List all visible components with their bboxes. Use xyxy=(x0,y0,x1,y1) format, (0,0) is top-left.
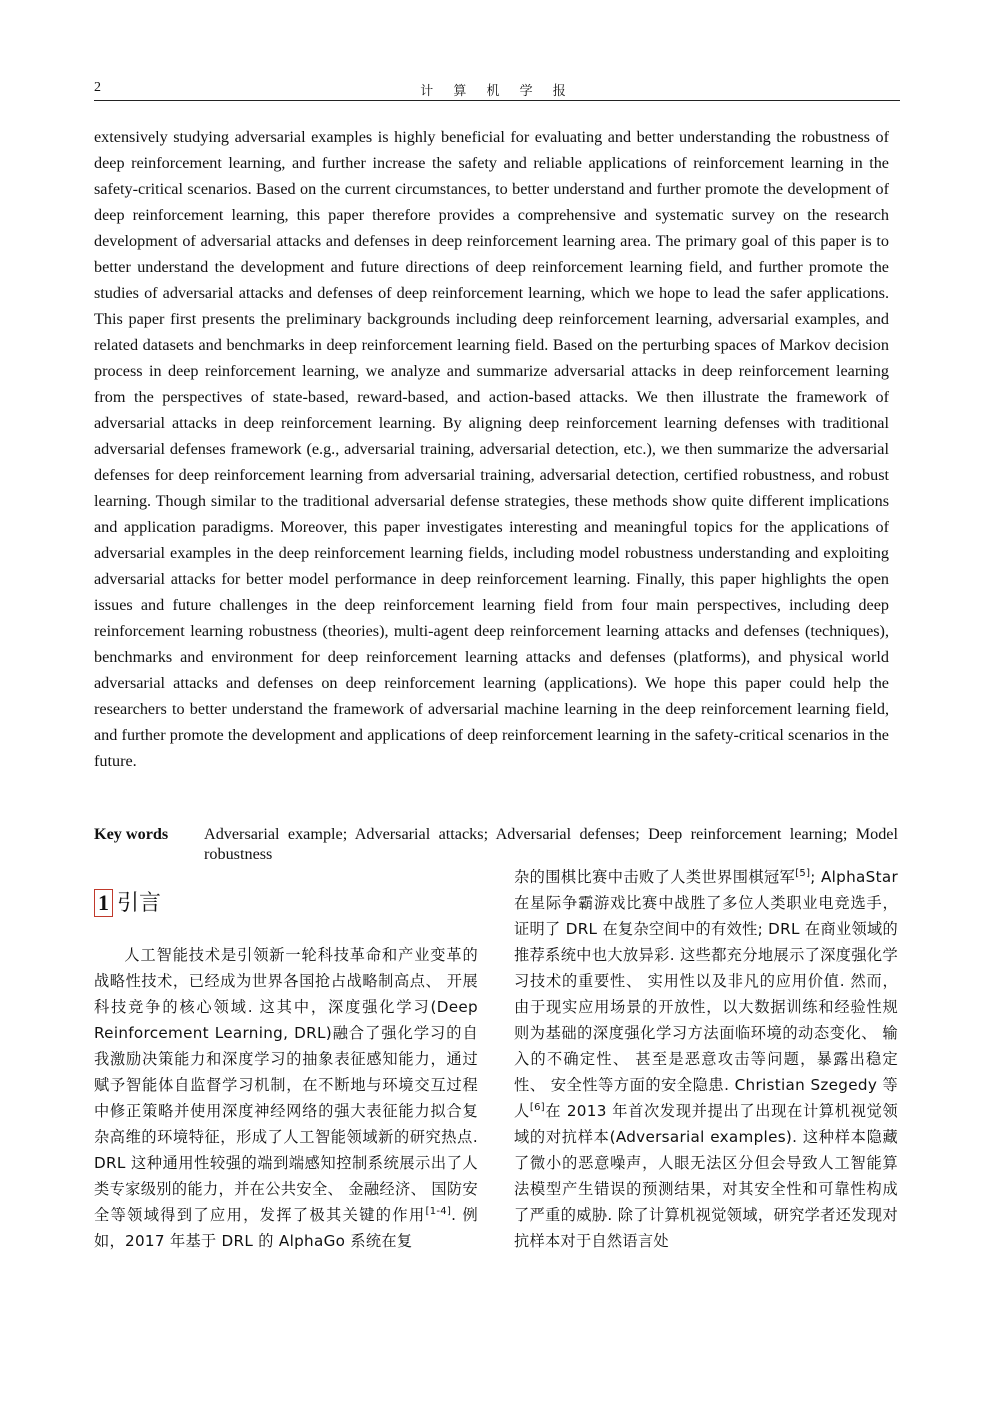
keywords-text: Adversarial example; Adversarial attacks; Adversarial defenses; Deep reinforcement learning; Model robustness xyxy=(204,825,898,863)
section-heading xyxy=(94,889,161,919)
keywords-label: Key words xyxy=(94,825,169,843)
journal-title: 计 算 机 学 报 xyxy=(420,84,574,99)
section-title: 引言 xyxy=(117,891,162,916)
citation: [5] xyxy=(795,867,811,879)
body-text: ; AlphaStar 在星际争霸游戏比赛中战胜了多位人类职业电竞选手，证明了 DRL 在复杂空间中的有效性; DRL 在商业领域的推荐系统中也大放异彩. 这些都充分地展示了深度强化学习技术的重要性、 实用性以及非凡的应用价值. 然而，由于现实应用场景的开放性，以大数据训练和经验性规则为基础的深度强化学习方法面临环境的动态变化、 输入的不确定性、 甚至是恶意攻击等问题，暴露出稳定性、 安全性等方面的安全隐患. Christian Szegedy 等人 xyxy=(514,868,898,1120)
section-number: 1 xyxy=(94,889,113,917)
abstract-text: extensively studying adversarial examples is highly beneficial for evaluating and better understanding the robustness of deep reinforcement learning, and further increase the safety and reliable applications of reinforcement learning in the safety-critical scenarios. Based on the current circumstances, to better understand and further promote the development of deep reinforcement learning, this paper therefore provides a comprehensive and systematic survey on the research development of adversarial attacks and defenses in deep reinforcement learning area. The primary goal of this paper is to better understand the development and future directions of deep reinforcement learning field, and further promote the studies of adversarial attacks and defenses of deep reinforcement learning, which we hope to lead the safer applications. This paper first presents the preliminary backgrounds including deep reinforcement learning, adversarial examples, and related datasets and benchmarks in deep reinforcement learning field. Based on the perturbing spaces of Markov decision process in deep reinforcement learning, we analyze and summarize adversarial attacks in deep reinforcement learning from the perspectives of state-based, reward-based, and action-based attacks. We then illustrate the framework of adversarial attacks in deep reinforcement learning. By aligning deep reinforcement learning defenses with traditional adversarial defenses framework (e.g., adversarial training, adversarial detection, etc.), we then summarize the adversarial defenses for deep reinforcement learning from adversarial training, adversarial detection, certified robustness, and robust learning. Though similar to the traditional adversarial defense strategies, these methods show quite different implications and application paradigms. Moreover, this paper investigates interesting and meaningful topics for the applications of adversarial examples in the deep reinforcement learning fields, including model robustness understanding and exploiting adversarial attacks for better model performance in deep reinforcement learning. Finally, this paper highlights the open issues and future challenges in the deep reinforcement learning field from four main perspectives, including deep reinforcement learning robustness (theories), multi-agent deep reinforcement learning attacks and defenses (techniques), benchmarks and environment for deep reinforcement learning attacks and defenses (platforms), and physical world adversarial attacks and defenses on deep reinforcement learning (applications). We hope this paper could help the researchers to better understand the framework of adversarial machine learning in the deep reinforcement learning field, and further promote the development and applications of deep reinforcement learning in the safety-critical scenarios in the future. xyxy=(94,128,889,770)
page-number: 2 xyxy=(94,80,101,95)
body-text: 杂的围棋比赛中击败了人类世界围棋冠军 xyxy=(514,868,796,886)
left-column-paragraph xyxy=(94,942,478,1254)
body-text: 人工智能技术是引领新一轮科技革命和产业变革的战略性技术，已经成为世界各国抢占战略制高点、 开展科技竞争的核心领域. 这其中，深度强化学习(Deep Reinforcement Learning, DRL)融合了强化学习的自我激励决策能力和深度学习的抽象表征感知能力，通过赋予智能体自监督学习机制，在不断地与环境交互过程中修正策略并使用深度神经网络的强大表征能力拟合复杂高维的环境特征，形成了人工智能领域新的研究热点. DRL 这种通用性较强的端到端感知控制系统展示出了人类专家级别的能力，并在公共安全、 金融经济、 国防安全等领域得到了应用，发挥了极其关键的作用 xyxy=(94,946,478,1224)
citation: [6] xyxy=(529,1101,545,1113)
body-text: . 例如，2017 年基于 DRL 的 AlphaGo 系统在复 xyxy=(94,1206,479,1250)
running-header xyxy=(94,80,900,101)
citation: [1-4] xyxy=(425,1205,452,1217)
right-column-paragraph xyxy=(514,864,898,1254)
body-text: 在 2013 年首次发现并提出了出现在计算机视觉领域的对抗样本(Adversarial examples). 这种样本隐藏了微小的恶意噪声，人眼无法区分但会导致人工智能算法模型产生错误的预测结果，对其安全性和可靠性构成了严重的威胁. 除了计算机视觉领域，研究学者还发现对抗样本对于自然语言处 xyxy=(514,1102,898,1250)
